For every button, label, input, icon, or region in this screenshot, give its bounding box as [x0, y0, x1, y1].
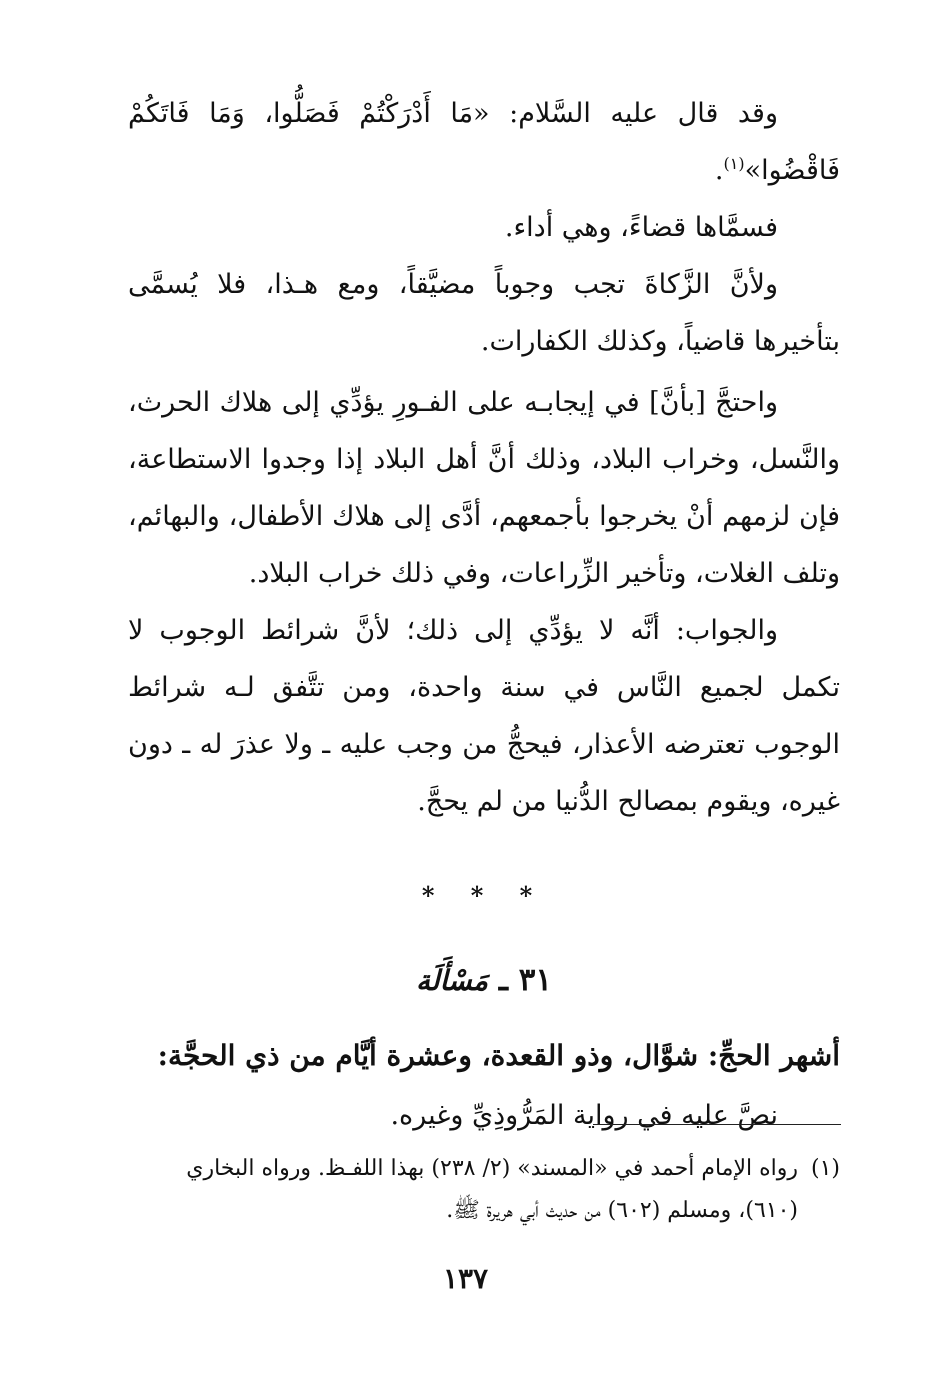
paragraph-4-text: واحتجَّ [بأنَّ] في إيجابـه على الفـورِ يؤدِّي إلى هلاك الحرث، والنَّسل، وخراب البلاد، وذلك أنَّ أهل البلاد إذا وجدوا الاستطاعة، فإن لزمهم أنْ يخرجوا بأجمعهم، أدَّى إلى هلاك الأطفال، والبهائم، وتلف الغلات، وتأخير الزِّراعات، وفي ذلك خراب البلاد.: [128, 387, 840, 589]
page-number: ١٣٧: [442, 1262, 489, 1295]
paragraph-5: [128, 602, 840, 830]
paragraph-5-text: والجواب: أنَّه لا يؤدِّي إلى ذلك؛ لأنَّ شرائط الوجوب لا تكمل لجميع النَّاس في سنة واحدة، ومن تتَّفق لـه شرائط الوجوب تعترضه الأعذار، فيحجُّ من وجب عليه ـ ولا عذرَ له ـ دون غيره، ويقوم بمصالح الدُّنيا من لم يحجَّ.: [128, 615, 840, 817]
footnote-1-number: (١): [810, 1156, 840, 1181]
paragraph-1: [128, 85, 840, 199]
footnote-1: [128, 1148, 840, 1232]
footnote-ref-1[interactable]: (١): [723, 154, 745, 173]
paragraph-4: [128, 374, 840, 602]
footnote-1-line-1-text: رواه الإمام أحمد في «المسند» (٢/ ٢٣٨) بهذا اللفـظ. ورواه البخاري: [186, 1156, 798, 1181]
answer-text-content: نصَّ عليه في رواية المَرُّوذِيِّ وغيره.: [390, 1100, 778, 1131]
section-separator: * * *: [421, 881, 547, 910]
masala-heading: [128, 948, 840, 1012]
page-body: [128, 85, 840, 1146]
paragraph-2: [128, 199, 840, 256]
question-heading: أشهر الحجِّ: شوَّال، وذو القعدة، وعشرة أيَّام من ذي الحجَّة:: [157, 1039, 840, 1072]
paragraph-2-text: فسمَّاها قضاءً، وهي أداء.: [504, 212, 778, 243]
footnote-1-line-2: (٦١٠)، ومسلم (٦٠٢) من حديث أبي هريرة ﷺ.: [446, 1198, 798, 1223]
footnote-divider: [593, 1124, 841, 1125]
paragraph-3: [128, 256, 840, 370]
paragraph-1-tail: .: [714, 155, 724, 186]
masala-number: ٣١ ـ: [498, 962, 553, 998]
paragraph-1-text: وقد قال عليه السَّلام: «مَا أَدْرَكْتُمْ فَصَلُّوا، وَمَا فَاتَكُمْ فَاقْضُوا»: [128, 98, 840, 186]
masala-title: مَسْأَلَة: [415, 964, 489, 997]
paragraph-3-text: ولأنَّ الزَّكاةَ تجب وجوباً مضيَّقاً، ومع هـذا، فلا يُسمَّى بتأخيرها قاضياً، وكذلك الكفارات.: [128, 269, 840, 357]
footnote-1-line-1: [128, 1148, 840, 1190]
footnotes: [128, 1148, 840, 1232]
answer-text: [128, 1086, 840, 1146]
